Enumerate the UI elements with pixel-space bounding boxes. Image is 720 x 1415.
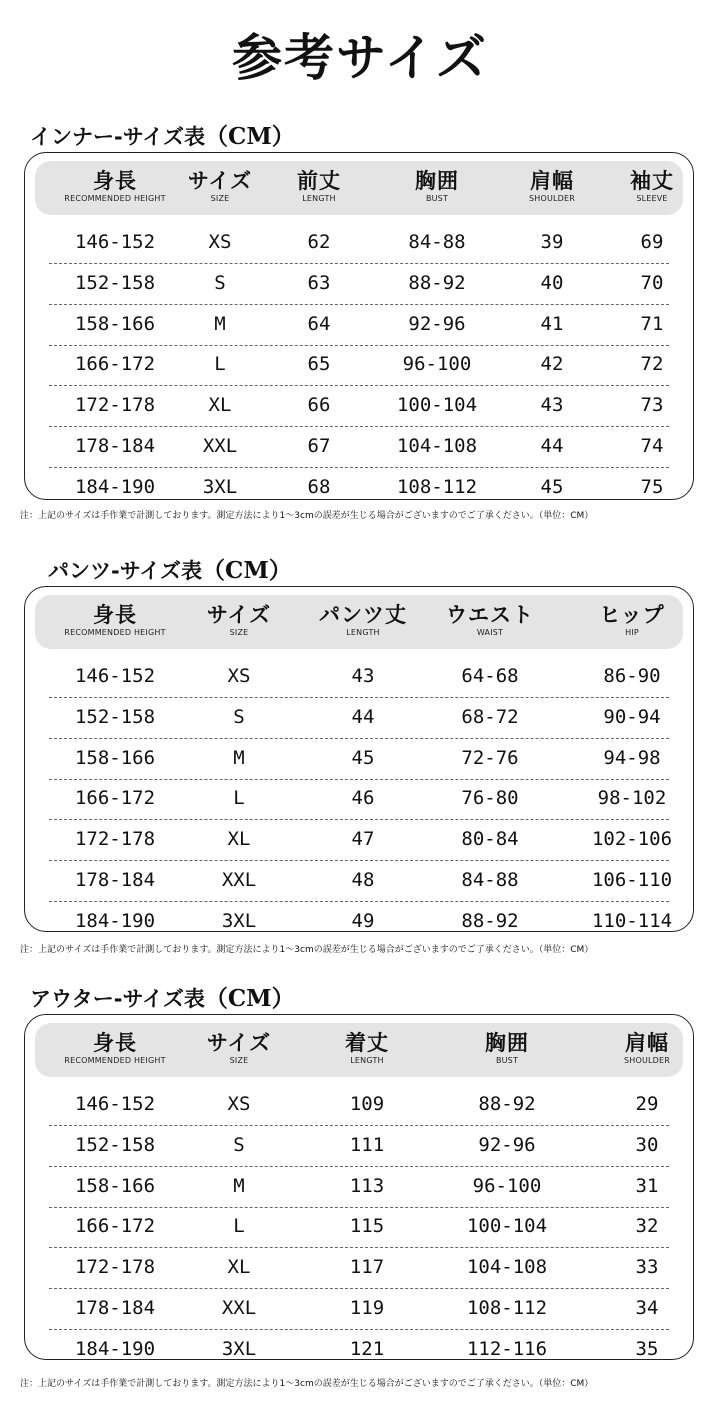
table-cell: 49 [351,909,375,932]
column-header-label: 肩幅 [529,169,574,193]
table-cell: 72-76 [461,746,519,769]
size-table [24,586,694,932]
table-cell: 40 [540,271,564,294]
section-unit: （CM） [204,985,295,1012]
table-cell: 41 [540,312,564,335]
section-title-text: パンツ-サイズ表 [48,559,203,583]
table-cell: 74 [640,435,664,457]
table-cell: 108-112 [396,475,478,498]
measurement-note: 注：上記のサイズは手作業で計測しております。測定方法により1～3cmの誤差が生じる場合がございますのでご了承ください。（単位：CM） [20,511,594,521]
table-cell: M [233,746,245,769]
table-row [49,305,669,346]
table-cell: XS [208,231,232,253]
column-header [599,603,664,639]
table-cell: 76-80 [461,787,519,810]
table-cell: 88-92 [478,1093,536,1115]
column-header-label: サイズ [187,169,253,193]
table-row [49,386,669,427]
column-header [64,1031,165,1067]
table-cell: 63 [307,271,331,294]
table-cell: 68-72 [461,705,519,728]
column-header-sublabel: RECOMMENDED HEIGHT [64,1056,166,1065]
table-cell: XL [208,394,232,417]
table-row [49,779,669,820]
column-header-label: サイズ [206,1031,272,1055]
table-cell: XXL [202,435,238,457]
table-cell: XS [227,665,251,687]
column-header-label: 肩幅 [624,1031,669,1055]
table-cell: 35 [635,1337,659,1360]
column-header-label: サイズ [206,603,272,627]
table-cell: 3XL [221,909,257,932]
table-cell: 86-90 [603,665,661,687]
table-row [49,223,669,264]
table-row [49,468,669,509]
section-title-text: アウター-サイズ表 [30,987,205,1011]
table-cell: 152-158 [74,1133,156,1156]
table-cell: XL [227,1256,251,1279]
inner-size-section [0,118,720,528]
table-cell: 62 [307,231,331,253]
table-row [49,739,669,780]
table-cell: 166-172 [74,787,156,810]
section-unit: （CM） [205,123,295,150]
table-row [49,861,673,902]
column-header-sublabel: RECOMMENDED HEIGHT [64,194,166,203]
table-cell: 42 [540,353,564,376]
table-cell: 166-172 [74,353,156,376]
table-cell: 100-104 [466,1215,548,1238]
table-cell: 80-84 [461,828,519,851]
table-cell: 158-166 [74,312,156,335]
size-table [24,1014,694,1360]
column-header [630,169,674,205]
column-header [64,169,165,205]
table-cell: 32 [635,1215,659,1238]
table-cell: 178-184 [74,435,156,457]
table-cell: 31 [635,1174,659,1197]
table-cell: 45 [351,746,375,769]
table-cell: 92-96 [478,1133,536,1156]
table-cell: XXL [221,1297,257,1319]
column-header-sublabel: BUST [425,194,449,203]
table-cell: 88-92 [461,909,519,932]
column-header-sublabel: LENGTH [346,628,380,637]
column-header-label: 身長 [92,603,137,627]
table-cell: 43 [540,394,564,417]
table-row [49,1330,669,1371]
table-cell: 90-94 [603,705,661,728]
column-header-sublabel: SIZE [229,628,249,637]
table-cell: 152-158 [74,271,156,294]
column-header-sublabel: LENGTH [302,194,336,203]
table-row [49,1126,669,1167]
table-cell: 44 [351,705,375,728]
table-row [49,1207,669,1248]
table-cell: 158-166 [74,746,156,769]
table-cell: 88-92 [408,271,466,294]
table-cell: 104-108 [466,1256,548,1279]
table-row [49,427,669,468]
table-cell: S [233,1133,245,1156]
table-cell: 108-112 [466,1297,548,1319]
table-cell: 33 [635,1256,659,1279]
table-cell: 184-190 [74,909,156,932]
table-cell: 146-152 [74,1093,156,1115]
table-row [49,698,669,739]
column-header-sublabel: SHOULDER [528,194,576,203]
measurement-note: 注：上記のサイズは手作業で計測しております。測定方法により1～3cmの誤差が生じる場合がございますのでご了承ください。（単位：CM） [20,1379,594,1389]
table-cell: 158-166 [74,1174,156,1197]
table-cell: 178-184 [74,1297,156,1319]
section-title [30,118,295,151]
measurement-note: 注：上記のサイズは手作業で計測しております。測定方法により1～3cmの誤差が生じる場合がございますのでご了承ください。（単位：CM） [20,945,594,955]
column-header [188,169,252,205]
table-cell: 84-88 [408,231,466,253]
table-cell: L [233,787,245,810]
table-cell: 47 [351,828,375,851]
table-cell: 172-178 [74,394,156,417]
table-cell: 111 [349,1133,385,1156]
table-cell: L [233,1215,245,1238]
table-row [49,1167,669,1208]
table-cell: M [233,1174,245,1197]
column-header [64,603,165,639]
column-header-label: パンツ丈 [319,603,407,627]
column-header [297,169,341,205]
column-header-sublabel: WAIST [476,628,504,637]
table-cell: 146-152 [74,231,156,253]
table-cell: 39 [540,231,564,253]
table-cell: 64 [307,312,331,335]
table-cell: 46 [351,787,375,810]
table-cell: 113 [349,1174,385,1197]
table-cell: 96-100 [472,1174,542,1197]
table-cell: 115 [349,1215,385,1238]
table-cell: 73 [640,394,664,417]
column-header-sublabel: SLEEVE [636,194,668,203]
column-header-label: ウエスト [446,603,534,627]
table-cell: XS [227,1093,251,1115]
table-cell: 71 [640,312,664,335]
column-header-label: 胸囲 [415,169,459,193]
table-cell: 98-102 [597,787,667,810]
table-row [49,657,669,698]
table-cell: 29 [635,1093,659,1115]
table-cell: 94-98 [603,746,661,769]
column-header-sublabel: LENGTH [350,1056,384,1065]
table-cell: 110-114 [591,909,673,932]
table-cell: 43 [351,665,375,687]
table-cell: 66 [307,394,331,417]
table-cell: 152-158 [74,705,156,728]
table-cell: 184-190 [74,475,156,498]
table-cell: 65 [307,353,331,376]
column-header [485,1031,529,1067]
table-cell: 75 [640,475,664,498]
table-cell: 172-178 [74,1256,156,1279]
table-cell: 146-152 [74,665,156,687]
column-header-sublabel: SIZE [210,194,230,203]
size-table [24,152,694,500]
table-cell: 68 [307,475,331,498]
table-cell: XL [227,828,251,851]
column-header [207,603,271,639]
table-cell: XXL [221,869,257,891]
table-row [49,902,673,943]
table-cell: 30 [635,1133,659,1156]
column-header-label: 胸囲 [485,1031,529,1055]
column-header-label: 前丈 [297,169,341,193]
table-cell: 92-96 [408,312,466,335]
column-header [624,1031,670,1067]
column-header-label: 袖丈 [630,169,674,193]
column-header-sublabel: SIZE [229,1056,249,1065]
table-cell: 102-106 [591,828,673,851]
table-cell: 84-88 [461,869,519,891]
table-row [49,1248,669,1289]
section-title [48,552,292,585]
table-cell: 121 [349,1337,385,1360]
table-cell: 166-172 [74,1215,156,1238]
table-row [49,1085,669,1126]
table-cell: 100-104 [396,394,478,417]
table-cell: M [214,312,226,335]
table-row [49,1289,669,1330]
column-header-sublabel: RECOMMENDED HEIGHT [64,628,166,637]
table-cell: 69 [640,231,664,253]
table-cell: 70 [640,271,664,294]
table-row [49,345,669,386]
section-unit: （CM） [202,557,292,584]
column-header [415,169,459,205]
table-cell: 67 [307,435,331,457]
column-header-label: 身長 [92,1031,137,1055]
column-header [207,1031,271,1067]
table-cell: 48 [351,869,375,891]
column-header-label: 身長 [92,169,137,193]
table-cell: 119 [349,1297,385,1319]
table-cell: 45 [540,475,564,498]
column-header [319,603,407,639]
table-cell: 3XL [202,475,238,498]
table-cell: 44 [540,435,564,457]
table-cell: 112-116 [466,1337,548,1360]
section-title-text: インナー-サイズ表 [30,125,206,149]
column-header [529,169,575,205]
page-title: 参考サイズ [232,29,488,87]
section-title [30,980,295,1013]
table-cell: 117 [349,1256,385,1279]
table-row [49,264,669,305]
outer-size-section [0,980,720,1395]
table-cell: 106-110 [591,869,673,891]
table-cell: 109 [349,1093,385,1115]
pants-size-section [0,552,720,962]
table-cell: 34 [635,1297,659,1319]
column-header [446,603,534,639]
table-cell: S [233,705,245,728]
table-cell: 3XL [221,1337,257,1360]
column-header-label: 着丈 [345,1031,389,1055]
table-cell: 184-190 [74,1337,156,1360]
table-cell: 104-108 [396,435,478,457]
column-header-sublabel: BUST [495,1056,519,1065]
table-cell: 96-100 [402,353,472,376]
column-header-sublabel: SHOULDER [623,1056,671,1065]
table-cell: L [214,353,226,376]
table-cell: 178-184 [74,869,156,891]
column-header-sublabel: HIP [625,628,639,637]
table-cell: S [214,271,226,294]
table-cell: 172-178 [74,828,156,851]
column-header-label: ヒップ [599,603,665,627]
table-cell: 72 [640,353,664,376]
table-row [49,820,673,861]
table-cell: 64-68 [461,665,519,687]
column-header [345,1031,389,1067]
